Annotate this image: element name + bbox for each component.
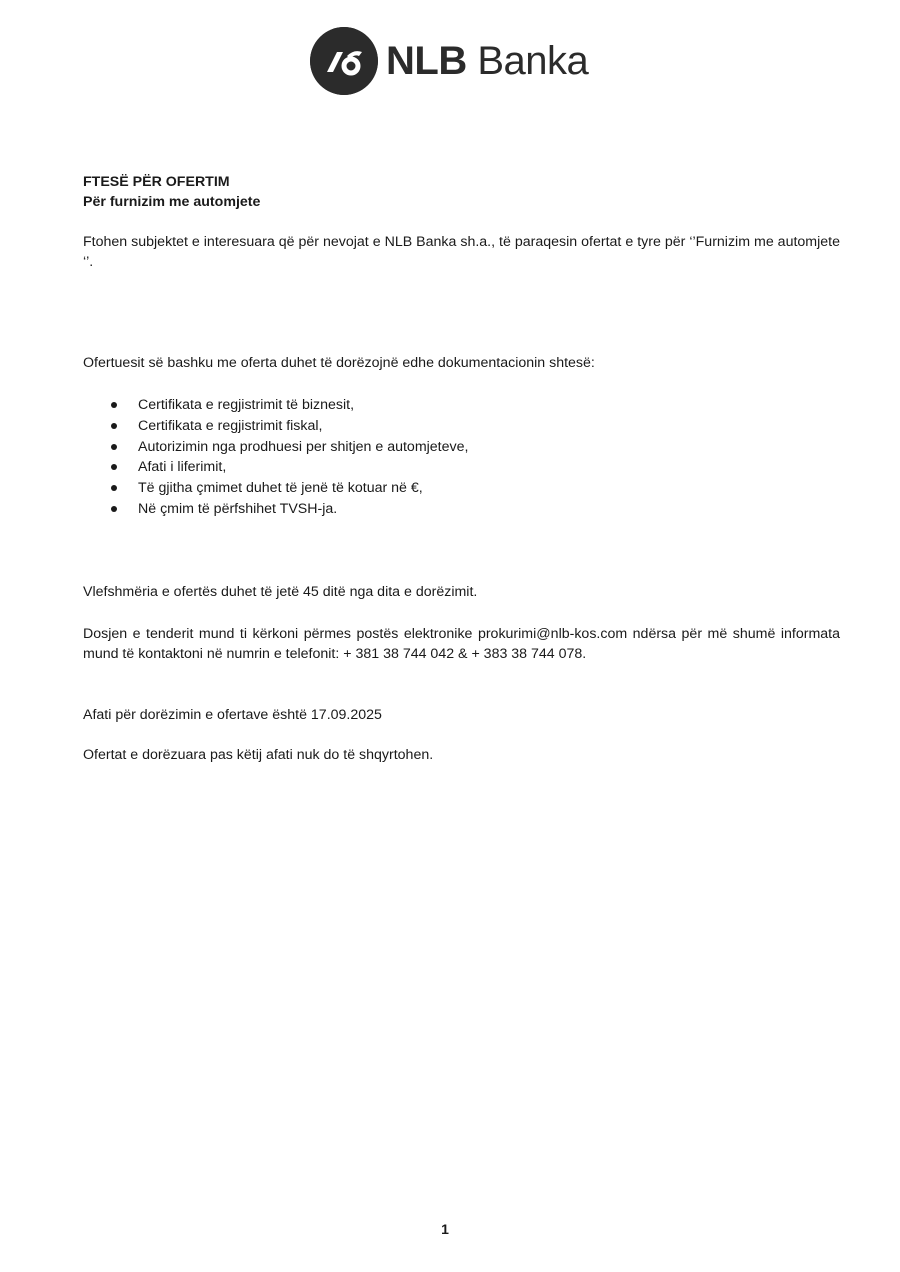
page-number: 1 (441, 1221, 449, 1237)
required-documents-list (110, 395, 810, 520)
list-item (110, 457, 810, 478)
bullet-icon (111, 464, 117, 470)
list-item-text: Në çmim të përfshihet TVSH-ja. (138, 500, 338, 517)
list-item (110, 416, 810, 437)
list-item-text: Autorizimin nga prodhuesi per shitjen e automjeteve, (138, 438, 469, 455)
bullet-icon (111, 506, 117, 512)
logo-brand-strong: NLB (386, 39, 467, 83)
list-item (110, 395, 810, 416)
contact-paragraph: Dosjen e tenderit mund ti kërkoni përmes postës elektronike prokurimi@nlb-kos.com ndërsa për më shumë informata mund të kontaktoni në numrin e telefonit: + 381 38 744 042 & + 383 38 744 078. (83, 626, 840, 662)
validity-paragraph: Vlefshmëria e ofertës duhet të jetë 45 ditë nga dita e dorëzimit. (83, 584, 478, 600)
list-item-text: Certifikata e regjistrimit fiskal, (138, 417, 323, 434)
list-item (110, 478, 810, 499)
nlb-banka-logo (310, 26, 588, 96)
logo-wordmark (386, 41, 588, 81)
document-subtitle: Për furnizim me automjete (83, 194, 261, 210)
bullet-icon (111, 485, 117, 491)
list-item (110, 437, 810, 458)
list-item-text: Afati i liferimit, (138, 459, 227, 476)
list-item-text: Certifikata e regjistrimit të biznesit, (138, 397, 355, 413)
bullet-icon (111, 402, 117, 408)
bullet-icon (111, 423, 117, 429)
document-heading (83, 172, 840, 212)
bullet-icon (111, 444, 117, 450)
deadline-paragraph: Afati për dorëzimin e ofertave është 17.09.2025 (83, 707, 382, 723)
intro-paragraph: Ftohen subjektet e interesuara që për nevojat e NLB Banka sh.a., të paraqesin ofertat e tyre për ‘’Furnizim me automjete ‘’. (83, 234, 840, 270)
nlb-logo-mark-icon (310, 27, 378, 95)
document-title: FTESË PËR OFERTIM (83, 174, 230, 190)
documents-intro-paragraph: Ofertuesit së bashku me oferta duhet të dorëzojnë edhe dokumentacionin shtesë: (83, 355, 595, 371)
list-item (110, 499, 810, 520)
list-item-text: Të gjitha çmimet duhet të jenë të kotuar në €, (138, 480, 423, 497)
late-notice-paragraph: Ofertat e dorëzuara pas këtij afati nuk do të shqyrtohen. (83, 747, 434, 763)
logo-brand-light: Banka (477, 39, 589, 83)
